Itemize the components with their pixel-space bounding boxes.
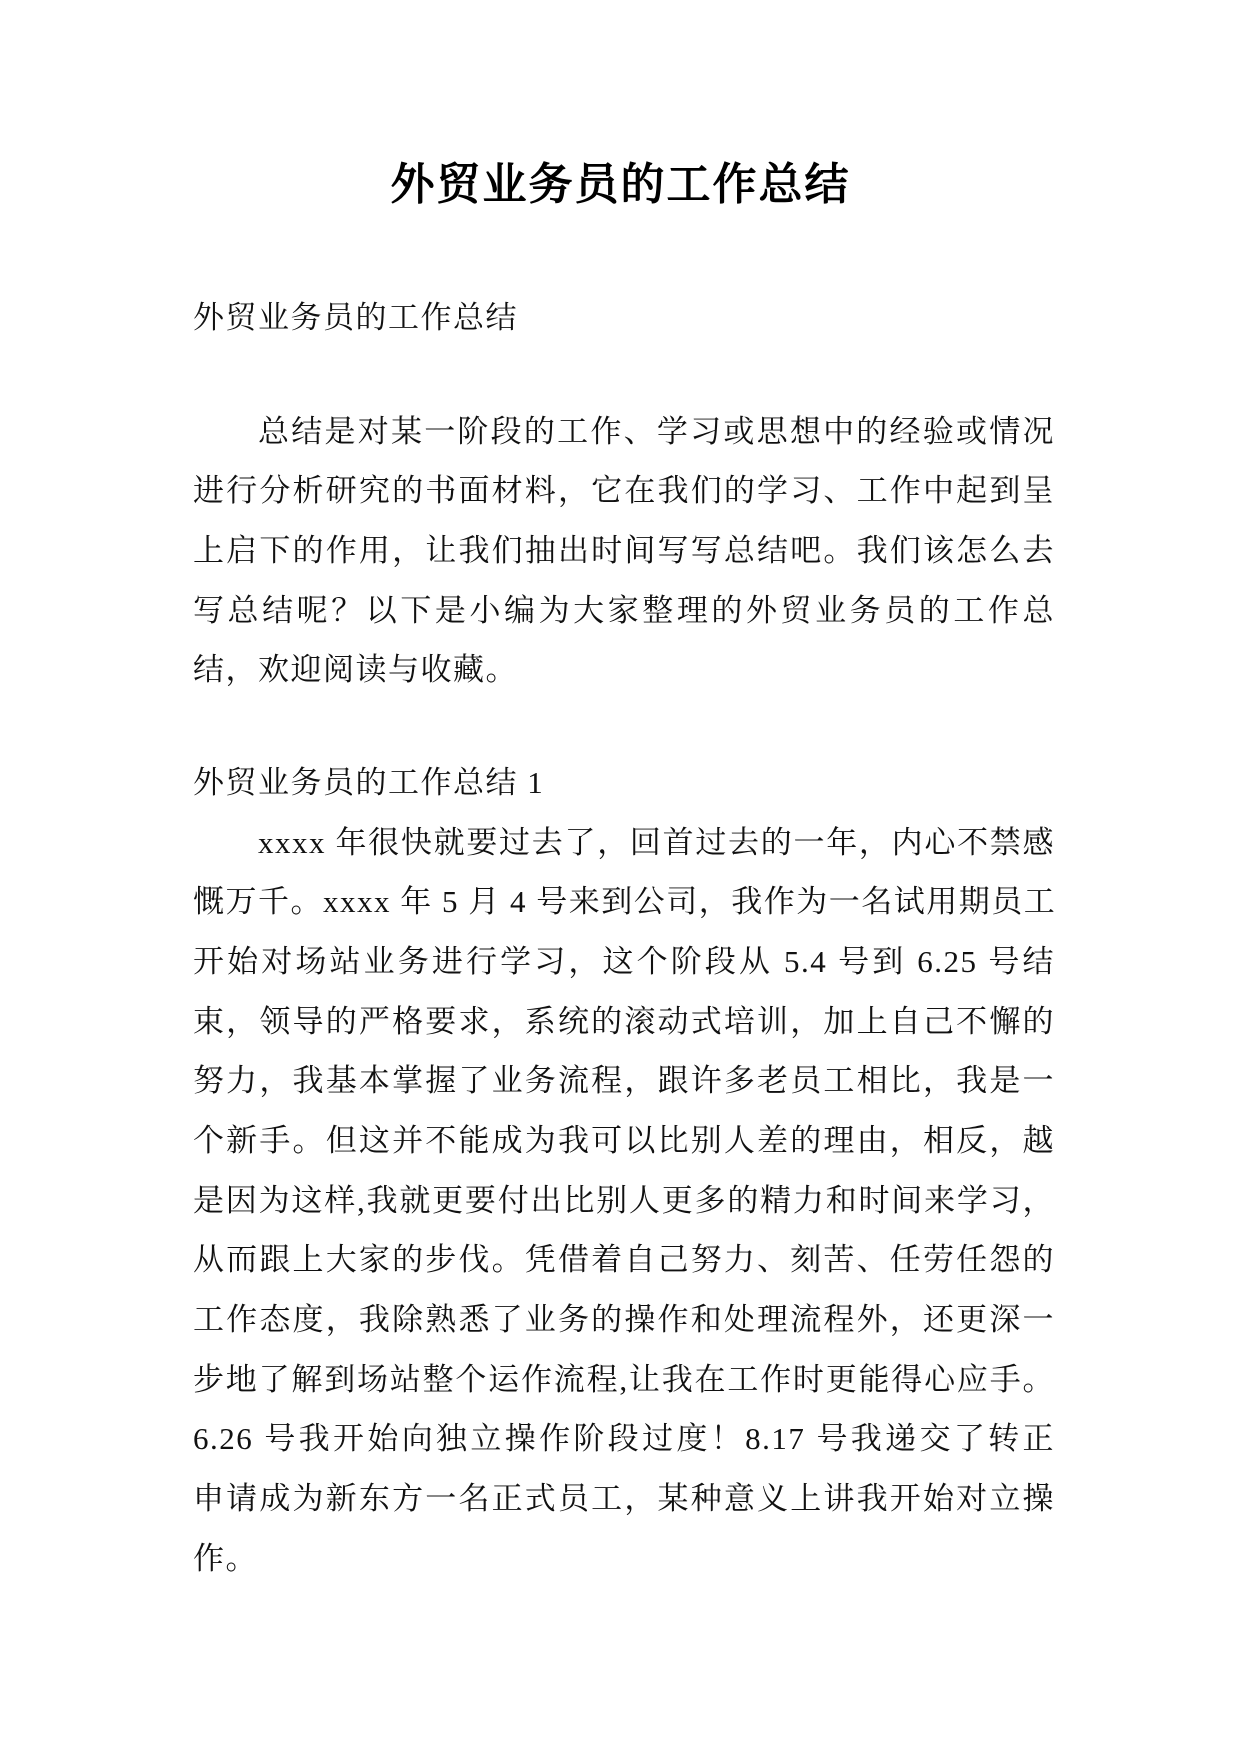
paragraph-line: 作。 — [193, 1540, 258, 1576]
paragraph-line: 努力，我基本掌握了业务流程，跟许多老员工相比，我是一 — [193, 1063, 1055, 1099]
document-title: 外贸业务员的工作总结 — [390, 160, 851, 209]
paragraph-line: 工作态度，我除熟悉了业务的操作和处理流程外，还更深一 — [193, 1302, 1055, 1338]
paragraph-line: 慨万千。xxxx 年 5 月 4 号来到公司，我作为一名试用期员工 — [193, 884, 1057, 920]
paragraph-line: 总结是对某一阶段的工作、学习或思想中的经验或情况 — [258, 413, 1055, 449]
paragraph-line: 束，领导的严格要求，系统的滚动式培训，加上自己不懈的 — [193, 1003, 1055, 1039]
section-paragraph — [193, 813, 1055, 1589]
paragraph-line: 从而跟上大家的步伐。凭借着自己努力、刻苦、任劳任怨的 — [193, 1242, 1055, 1278]
paragraph-line: 上启下的作用，让我们抽出时间写写总结吧。我们该怎么去 — [193, 533, 1055, 569]
section-heading: 外贸业务员的工作总结 1 — [193, 764, 545, 800]
paragraph-line: 进行分析研究的书面材料，它在我们的学习、工作中起到呈 — [193, 473, 1055, 509]
paragraph-line: xxxx 年很快就要过去了，回首过去的一年，内心不禁感 — [258, 824, 1055, 860]
paragraph-line: 6.26 号我开始向独立操作阶段过度！8.17 号我递交了转正 — [193, 1421, 1055, 1457]
paragraph-line: 结，欢迎阅读与收藏。 — [193, 652, 518, 688]
paragraph-line: 步地了解到场站整个运作流程,让我在工作时更能得心应手。 — [193, 1361, 1055, 1397]
paragraph-line: 个新手。但这并不能成为我可以比别人差的理由，相反，越 — [193, 1123, 1055, 1159]
document-subtitle: 外贸业务员的工作总结 — [193, 300, 518, 335]
intro-paragraph — [193, 402, 1055, 700]
paragraph-line: 是因为这样,我就更要付出比别人更多的精力和时间来学习， — [193, 1182, 1055, 1218]
paragraph-line: 开始对场站业务进行学习，这个阶段从 5.4 号到 6.25 号结 — [193, 943, 1055, 979]
paragraph-line: 申请成为新东方一名正式员工，某种意义上讲我开始对立操 — [193, 1481, 1055, 1517]
document-body — [193, 288, 1055, 1589]
paragraph-line: 写总结呢？以下是小编为大家整理的外贸业务员的工作总 — [193, 592, 1055, 628]
